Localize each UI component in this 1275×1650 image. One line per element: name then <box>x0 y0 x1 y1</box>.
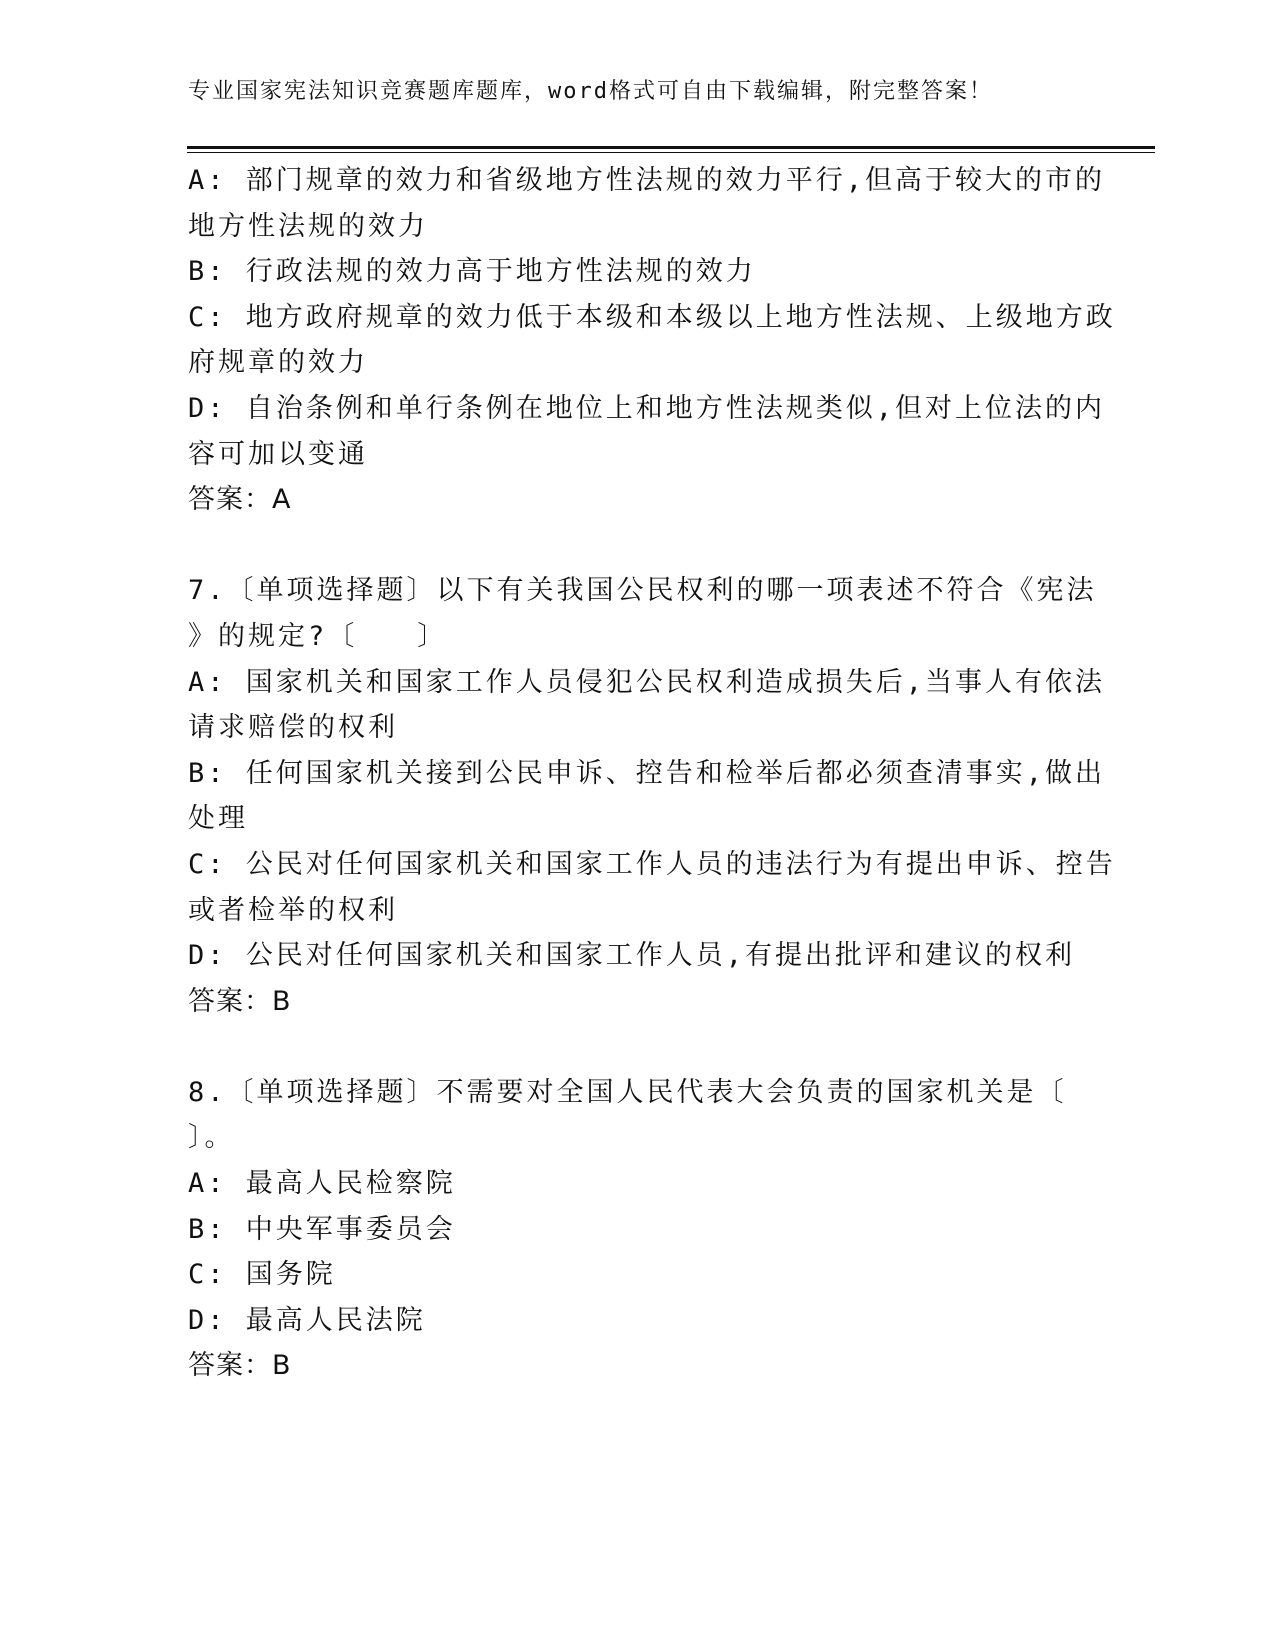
option-line: C: 国务院 <box>188 1259 336 1291</box>
question-7-text: 7.〔单项选择题〕以下有关我国公民权利的哪一项表述不符合《宪法 <box>188 575 1097 607</box>
question-6-options <box>188 158 1116 477</box>
option-line: 府规章的效力 <box>188 347 368 379</box>
option-line: 处理 <box>188 803 248 835</box>
header-rule-thin <box>187 152 1155 153</box>
option-line: C: 地方政府规章的效力低于本级和本级以上地方性法规、上级地方政 <box>188 301 1116 333</box>
option-line: D: 自治条例和单行条例在地位上和地方性法规类似,但对上位法的内 <box>188 392 1106 424</box>
option-line: 或者检举的权利 <box>188 894 398 926</box>
question-7-text: 》的规定?〔 〕 <box>188 620 448 652</box>
question-8 <box>188 1070 1088 1344</box>
option-line: D: 公民对任何国家机关和国家工作人员,有提出批评和建议的权利 <box>188 940 1076 972</box>
question-6-answer: 答案：A <box>188 484 292 516</box>
header-rule-thick <box>187 146 1155 149</box>
option-line: B: 中央军事委员会 <box>188 1213 456 1245</box>
question-8-text: 〕。 <box>188 1122 235 1154</box>
option-line: B: 任何国家机关接到公民申诉、控告和检举后都必须查清事实,做出 <box>188 757 1106 789</box>
option-line: D: 最高人民法院 <box>188 1304 426 1336</box>
option-line: 容可加以变通 <box>188 438 368 470</box>
option-line: A: 部门规章的效力和省级地方性法规的效力平行,但高于较大的市的 <box>188 165 1106 196</box>
option-line: A: 最高人民检察院 <box>188 1168 456 1200</box>
question-8-answer: 答案：B <box>188 1350 292 1382</box>
spacer <box>188 523 1088 569</box>
option-line: 请求赔偿的权利 <box>188 712 398 744</box>
document-body <box>188 158 1116 1389</box>
question-8-text: 8.〔单项选择题〕不需要对全国人民代表大会负责的国家机关是〔 <box>188 1076 1067 1108</box>
question-7 <box>188 568 1116 978</box>
option-line: 地方性法规的效力 <box>188 210 428 242</box>
option-line: A: 国家机关和国家工作人员侵犯公民权利造成损失后,当事人有依法 <box>188 666 1106 698</box>
page-header: 专业国家宪法知识竞赛题库题库，word格式可自由下载编辑，附完整答案！ <box>188 79 993 104</box>
spacer <box>188 1024 1088 1070</box>
question-7-answer: 答案：B <box>188 985 292 1017</box>
option-line: C: 公民对任何国家机关和国家工作人员的违法行为有提出申诉、控告 <box>188 848 1116 880</box>
option-line: B: 行政法规的效力高于地方性法规的效力 <box>188 256 756 288</box>
